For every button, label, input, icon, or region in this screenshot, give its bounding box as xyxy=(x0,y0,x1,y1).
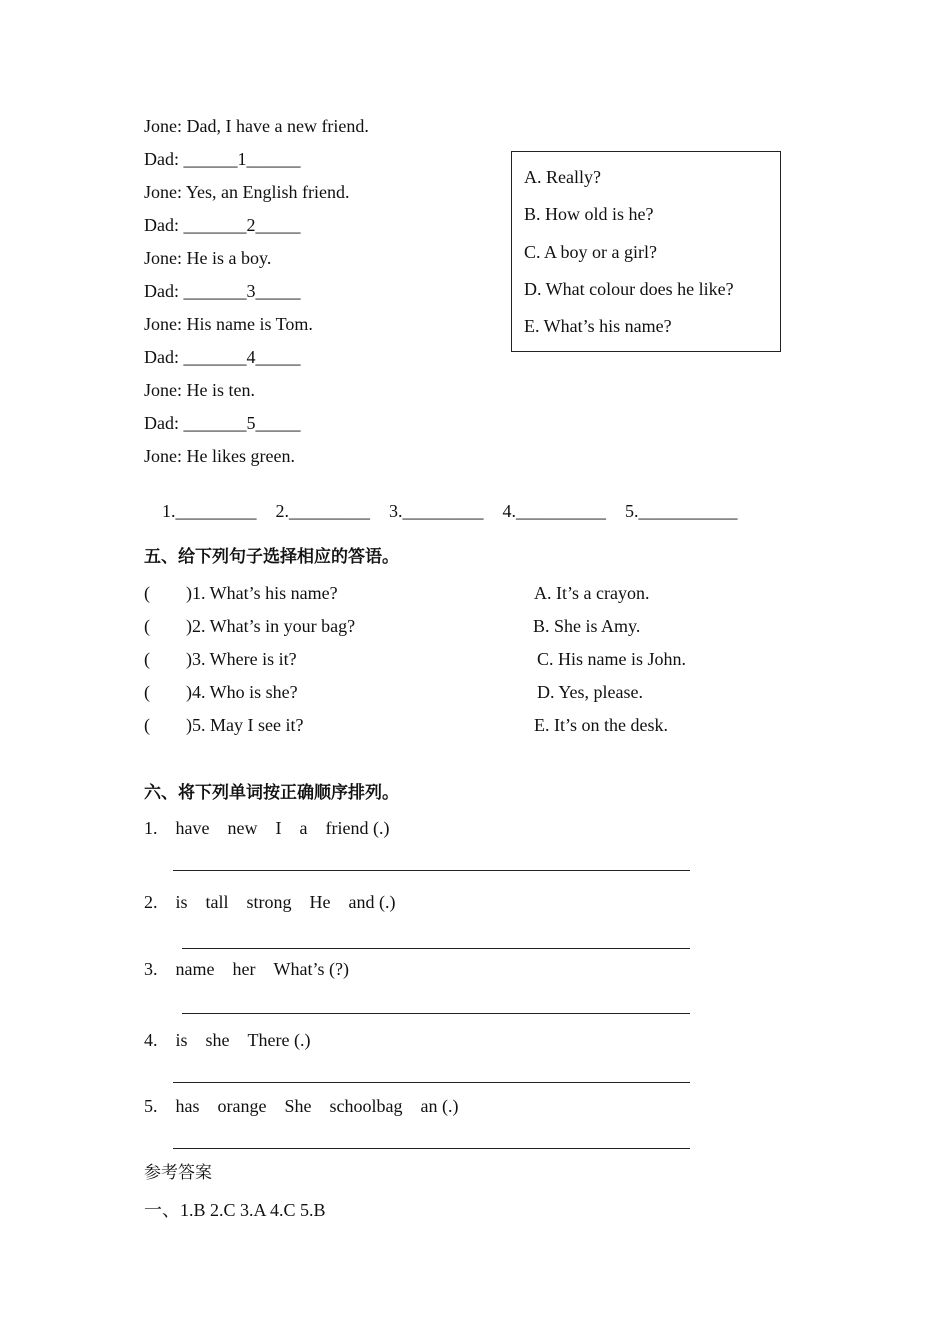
speaker: Dad: xyxy=(144,347,179,367)
word: name xyxy=(175,959,215,979)
match-answer-e: E. It’s on the desk. xyxy=(534,715,668,735)
dialogue-text: He is a boy. xyxy=(186,248,272,268)
dialogue-line-9 xyxy=(144,379,255,401)
word: She xyxy=(284,1096,312,1116)
word: is xyxy=(175,892,188,912)
word: a xyxy=(299,818,308,838)
dialogue-line-5 xyxy=(144,247,271,269)
dialogue-line-10 xyxy=(144,412,301,434)
word: an (.) xyxy=(420,1096,459,1116)
dialogue-line-11 xyxy=(144,445,295,467)
match-answer-b: B. She is Amy. xyxy=(533,616,641,636)
option-b: B. How old is he? xyxy=(524,204,654,224)
answer-bracket[interactable]: ( ) xyxy=(144,682,192,702)
speaker: Dad: xyxy=(144,215,179,235)
word: schoolbag xyxy=(329,1096,403,1116)
item-number: 4. xyxy=(144,1030,158,1050)
dialogue-blank: _______4_____ xyxy=(183,347,301,367)
word: have xyxy=(175,818,210,838)
option-d: D. What colour does he like? xyxy=(524,279,734,299)
item-number: 5. xyxy=(144,1096,158,1116)
question-row-3 xyxy=(144,648,297,670)
speaker: Dad: xyxy=(144,149,179,169)
question-text: 4. Who is she? xyxy=(192,682,298,702)
question-row-5 xyxy=(144,714,303,736)
word: He xyxy=(309,892,331,912)
dialogue-answer-row xyxy=(144,478,738,544)
speaker: Dad: xyxy=(144,281,179,301)
word: and (.) xyxy=(348,892,396,912)
answer-blank-4[interactable]: 4.__________ xyxy=(502,501,606,521)
dialogue-line-1 xyxy=(144,115,369,137)
reorder-item-2 xyxy=(144,891,396,913)
question-row-1 xyxy=(144,582,338,604)
dialogue-text: His name is Tom. xyxy=(186,314,313,334)
dialogue-text: Dad, I have a new friend. xyxy=(186,116,369,136)
answer-bracket[interactable]: ( ) xyxy=(144,583,192,603)
word: her xyxy=(232,959,256,979)
speaker: Jone: xyxy=(144,380,182,400)
option-c: C. A boy or a girl? xyxy=(524,242,657,262)
section-5-title: 五、给下列句子选择相应的答语。 xyxy=(144,547,399,567)
speaker: Jone: xyxy=(144,182,182,202)
reorder-item-5 xyxy=(144,1095,458,1117)
dialogue-blank: _______5_____ xyxy=(183,413,301,433)
answer-bracket[interactable]: ( ) xyxy=(144,616,192,636)
match-answer-a: A. It’s a crayon. xyxy=(534,583,650,603)
word: tall xyxy=(205,892,229,912)
answer-blank-1[interactable]: 1._________ xyxy=(162,501,257,521)
word: new xyxy=(227,818,258,838)
reorder-item-1 xyxy=(144,817,389,839)
dialogue-line-3 xyxy=(144,181,350,203)
match-answer-d: D. Yes, please. xyxy=(537,682,643,702)
word: has xyxy=(175,1096,200,1116)
answer-blank-2[interactable]: 2._________ xyxy=(275,501,370,521)
answer-line-2[interactable] xyxy=(182,948,690,949)
word: There (.) xyxy=(247,1030,311,1050)
dialogue-blank: ______1______ xyxy=(183,149,301,169)
question-text: 5. May I see it? xyxy=(192,715,304,735)
answer-bracket[interactable]: ( ) xyxy=(144,715,192,735)
reference-title: 参考答案 xyxy=(144,1163,212,1183)
word: she xyxy=(205,1030,230,1050)
answer-line-3[interactable] xyxy=(182,1013,690,1014)
speaker: Jone: xyxy=(144,446,182,466)
answer-line-4[interactable] xyxy=(173,1082,690,1083)
dialogue-line-8 xyxy=(144,346,301,368)
reorder-item-4 xyxy=(144,1029,310,1051)
speaker: Dad: xyxy=(144,413,179,433)
word: What’s (?) xyxy=(273,959,349,979)
answer-bracket[interactable]: ( ) xyxy=(144,649,192,669)
dialogue-line-7 xyxy=(144,313,313,335)
speaker: Jone: xyxy=(144,314,182,334)
item-number: 1. xyxy=(144,818,158,838)
question-row-4 xyxy=(144,681,298,703)
speaker: Jone: xyxy=(144,248,182,268)
item-number: 2. xyxy=(144,892,158,912)
section-6-title: 六、将下列单词按正确顺序排列。 xyxy=(144,783,399,803)
answer-blank-5[interactable]: 5.___________ xyxy=(625,501,738,521)
dialogue-line-2 xyxy=(144,148,301,170)
word: I xyxy=(275,818,282,838)
word: orange xyxy=(217,1096,267,1116)
item-number: 3. xyxy=(144,959,158,979)
question-text: 2. What’s in your bag? xyxy=(192,616,356,636)
question-row-2 xyxy=(144,615,355,637)
answer-blank-3[interactable]: 3._________ xyxy=(389,501,484,521)
options-box xyxy=(511,151,781,352)
option-a: A. Really? xyxy=(524,167,601,187)
dialogue-blank: _______3_____ xyxy=(183,281,301,301)
dialogue-line-4 xyxy=(144,214,301,236)
reference-line-1: 一、1.B 2.C 3.A 4.C 5.B xyxy=(144,1200,326,1220)
dialogue-text: Yes, an English friend. xyxy=(185,182,350,202)
word: strong xyxy=(246,892,292,912)
question-text: 1. What’s his name? xyxy=(192,583,338,603)
dialogue-text: He likes green. xyxy=(186,446,295,466)
reorder-item-3 xyxy=(144,958,349,980)
dialogue-blank: _______2_____ xyxy=(183,215,301,235)
speaker: Jone: xyxy=(144,116,182,136)
answer-line-1[interactable] xyxy=(173,870,690,871)
word: friend (.) xyxy=(325,818,390,838)
dialogue-line-6 xyxy=(144,280,301,302)
question-text: 3. Where is it? xyxy=(192,649,297,669)
option-e: E. What’s his name? xyxy=(524,316,672,336)
match-answer-c: C. His name is John. xyxy=(537,649,687,669)
word: is xyxy=(175,1030,188,1050)
answer-line-5[interactable] xyxy=(173,1148,690,1149)
dialogue-text: He is ten. xyxy=(186,380,255,400)
